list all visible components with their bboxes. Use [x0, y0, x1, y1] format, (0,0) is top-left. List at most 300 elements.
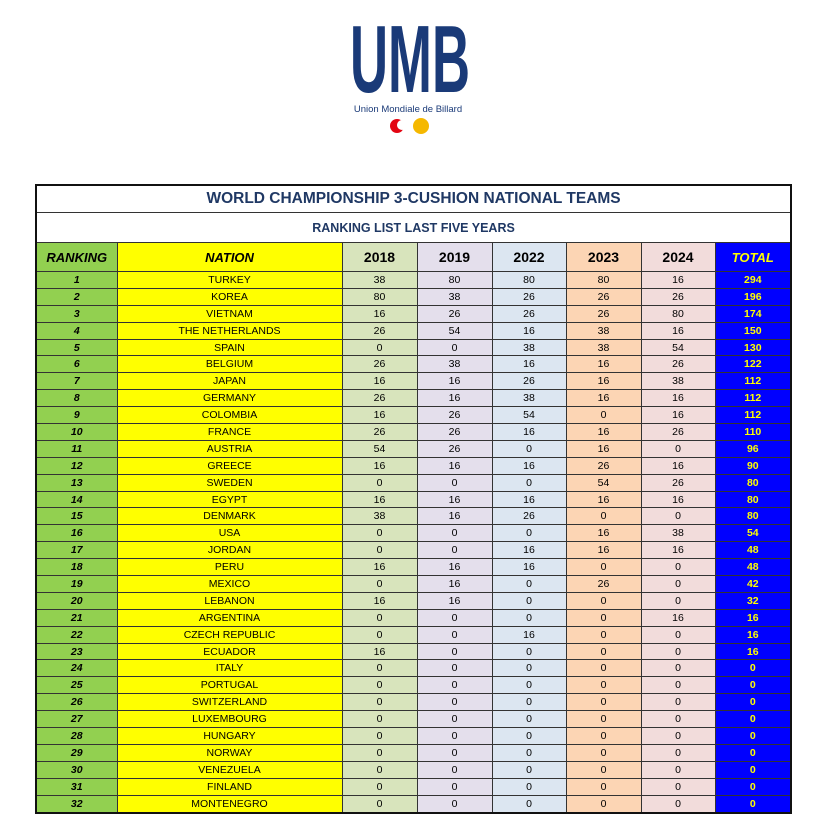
points-2024-cell: 26: [641, 288, 715, 305]
points-2019-cell: 0: [417, 711, 492, 728]
points-2019-cell: 0: [417, 626, 492, 643]
nation-cell: GERMANY: [117, 390, 342, 407]
points-2024-cell: 16: [641, 322, 715, 339]
points-2019-cell: 38: [417, 356, 492, 373]
points-2022-cell: 0: [492, 778, 566, 795]
points-2022-cell: 0: [492, 711, 566, 728]
points-2023-cell: 0: [566, 643, 641, 660]
points-2022-cell: 16: [492, 424, 566, 441]
points-2018-cell: 26: [342, 356, 417, 373]
points-2018-cell: 0: [342, 525, 417, 542]
points-2018-cell: 0: [342, 474, 417, 491]
points-2022-cell: 16: [492, 356, 566, 373]
total-cell: 174: [715, 305, 791, 322]
total-cell: 96: [715, 440, 791, 457]
points-2024-cell: 0: [641, 761, 715, 778]
points-2022-cell: 0: [492, 643, 566, 660]
table-row: [36, 609, 791, 626]
points-2023-cell: 26: [566, 305, 641, 322]
rank-cell: 23: [36, 643, 117, 660]
total-cell: 48: [715, 559, 791, 576]
points-2019-cell: 0: [417, 677, 492, 694]
points-2022-cell: 0: [492, 761, 566, 778]
nation-cell: SWEDEN: [117, 474, 342, 491]
nation-cell: BELGIUM: [117, 356, 342, 373]
total-cell: 90: [715, 457, 791, 474]
table-row: [36, 677, 791, 694]
points-2023-cell: 0: [566, 592, 641, 609]
points-2018-cell: 0: [342, 728, 417, 745]
header-2024: 2024: [641, 243, 715, 272]
rank-cell: 17: [36, 542, 117, 559]
points-2019-cell: 0: [417, 660, 492, 677]
points-2023-cell: 16: [566, 390, 641, 407]
points-2023-cell: 0: [566, 677, 641, 694]
total-cell: 0: [715, 761, 791, 778]
points-2023-cell: 16: [566, 356, 641, 373]
points-2018-cell: 0: [342, 542, 417, 559]
points-2018-cell: 26: [342, 390, 417, 407]
points-2023-cell: 54: [566, 474, 641, 491]
points-2024-cell: 0: [641, 677, 715, 694]
points-2019-cell: 0: [417, 694, 492, 711]
rank-cell: 11: [36, 440, 117, 457]
points-2023-cell: 0: [566, 761, 641, 778]
header-2018: 2018: [342, 243, 417, 272]
table-row: [36, 474, 791, 491]
total-cell: 42: [715, 576, 791, 593]
total-cell: 32: [715, 592, 791, 609]
points-2018-cell: 0: [342, 694, 417, 711]
rank-cell: 27: [36, 711, 117, 728]
points-2023-cell: 0: [566, 407, 641, 424]
table-row: [36, 305, 791, 322]
points-2024-cell: 0: [641, 694, 715, 711]
total-cell: 48: [715, 542, 791, 559]
points-2024-cell: 0: [641, 795, 715, 812]
points-2018-cell: 26: [342, 424, 417, 441]
rank-cell: 1: [36, 272, 117, 289]
points-2023-cell: 16: [566, 525, 641, 542]
points-2018-cell: 0: [342, 576, 417, 593]
total-cell: 130: [715, 339, 791, 356]
nation-cell: NORWAY: [117, 744, 342, 761]
rank-cell: 30: [36, 761, 117, 778]
points-2018-cell: 16: [342, 457, 417, 474]
points-2023-cell: 0: [566, 728, 641, 745]
nation-cell: LUXEMBOURG: [117, 711, 342, 728]
nation-cell: GREECE: [117, 457, 342, 474]
nation-cell: THE NETHERLANDS: [117, 322, 342, 339]
points-2023-cell: 16: [566, 424, 641, 441]
points-2024-cell: 0: [641, 660, 715, 677]
nation-cell: FINLAND: [117, 778, 342, 795]
nation-cell: LEBANON: [117, 592, 342, 609]
points-2018-cell: 0: [342, 795, 417, 812]
nation-cell: MONTENEGRO: [117, 795, 342, 812]
header-2019: 2019: [417, 243, 492, 272]
table-row: [36, 761, 791, 778]
nation-cell: COLOMBIA: [117, 407, 342, 424]
umb-logo-caption: Union Mondiale de Billard: [353, 104, 463, 115]
points-2024-cell: 80: [641, 305, 715, 322]
points-2018-cell: 54: [342, 440, 417, 457]
points-2023-cell: 0: [566, 694, 641, 711]
points-2024-cell: 16: [641, 272, 715, 289]
points-2022-cell: 0: [492, 609, 566, 626]
rank-cell: 5: [36, 339, 117, 356]
points-2022-cell: 38: [492, 339, 566, 356]
header-ranking: RANKING: [36, 243, 117, 272]
total-cell: 196: [715, 288, 791, 305]
points-2024-cell: 0: [641, 592, 715, 609]
points-2019-cell: 80: [417, 272, 492, 289]
points-2019-cell: 54: [417, 322, 492, 339]
points-2024-cell: 16: [641, 390, 715, 407]
points-2018-cell: 26: [342, 322, 417, 339]
points-2023-cell: 26: [566, 576, 641, 593]
nation-cell: HUNGARY: [117, 728, 342, 745]
total-cell: 0: [715, 728, 791, 745]
points-2019-cell: 0: [417, 525, 492, 542]
total-cell: 16: [715, 609, 791, 626]
rank-cell: 10: [36, 424, 117, 441]
points-2023-cell: 38: [566, 322, 641, 339]
points-2018-cell: 0: [342, 626, 417, 643]
points-2019-cell: 0: [417, 761, 492, 778]
points-2023-cell: 0: [566, 559, 641, 576]
rank-cell: 8: [36, 390, 117, 407]
nation-cell: MEXICO: [117, 576, 342, 593]
points-2022-cell: 0: [492, 660, 566, 677]
points-2018-cell: 0: [342, 677, 417, 694]
points-2019-cell: 16: [417, 559, 492, 576]
total-cell: 16: [715, 643, 791, 660]
points-2019-cell: 16: [417, 373, 492, 390]
points-2023-cell: 0: [566, 660, 641, 677]
points-2018-cell: 0: [342, 711, 417, 728]
nation-cell: AUSTRIA: [117, 440, 342, 457]
points-2018-cell: 16: [342, 373, 417, 390]
points-2022-cell: 0: [492, 744, 566, 761]
table-row: [36, 711, 791, 728]
points-2018-cell: 0: [342, 778, 417, 795]
points-2024-cell: 38: [641, 373, 715, 390]
nation-cell: PORTUGAL: [117, 677, 342, 694]
points-2022-cell: 38: [492, 390, 566, 407]
header-nation: NATION: [117, 243, 342, 272]
total-cell: 112: [715, 373, 791, 390]
table-row: [36, 491, 791, 508]
header-total: TOTAL: [715, 243, 791, 272]
points-2019-cell: 0: [417, 643, 492, 660]
nation-cell: KOREA: [117, 288, 342, 305]
points-2023-cell: 0: [566, 744, 641, 761]
points-2018-cell: 38: [342, 508, 417, 525]
table-row: [36, 272, 791, 289]
rank-cell: 19: [36, 576, 117, 593]
table-title: WORLD CHAMPIONSHIP 3-CUSHION NATIONAL TEAMS: [36, 185, 791, 213]
points-2023-cell: 16: [566, 440, 641, 457]
rank-cell: 28: [36, 728, 117, 745]
points-2024-cell: 0: [641, 576, 715, 593]
umb-logo-letters: UMB: [350, 6, 470, 113]
table-row: [36, 440, 791, 457]
table-row: [36, 542, 791, 559]
total-cell: 0: [715, 694, 791, 711]
total-cell: 0: [715, 711, 791, 728]
total-cell: 110: [715, 424, 791, 441]
nation-cell: JAPAN: [117, 373, 342, 390]
points-2018-cell: 38: [342, 272, 417, 289]
total-cell: 0: [715, 744, 791, 761]
points-2018-cell: 0: [342, 744, 417, 761]
rank-cell: 20: [36, 592, 117, 609]
total-cell: 112: [715, 407, 791, 424]
rank-cell: 26: [36, 694, 117, 711]
points-2019-cell: 0: [417, 744, 492, 761]
points-2019-cell: 0: [417, 542, 492, 559]
ranking-table: [35, 184, 792, 814]
points-2018-cell: 0: [342, 761, 417, 778]
points-2018-cell: 0: [342, 339, 417, 356]
points-2024-cell: 26: [641, 356, 715, 373]
points-2022-cell: 16: [492, 457, 566, 474]
points-2023-cell: 0: [566, 609, 641, 626]
total-cell: 150: [715, 322, 791, 339]
points-2019-cell: 0: [417, 728, 492, 745]
points-2023-cell: 16: [566, 491, 641, 508]
points-2024-cell: 0: [641, 711, 715, 728]
total-cell: 0: [715, 660, 791, 677]
points-2022-cell: 26: [492, 373, 566, 390]
rank-cell: 16: [36, 525, 117, 542]
rank-cell: 2: [36, 288, 117, 305]
table-row: [36, 626, 791, 643]
points-2024-cell: 26: [641, 474, 715, 491]
table-row: [36, 592, 791, 609]
total-cell: 80: [715, 474, 791, 491]
points-2024-cell: 0: [641, 559, 715, 576]
points-2023-cell: 16: [566, 542, 641, 559]
points-2022-cell: 16: [492, 542, 566, 559]
points-2022-cell: 26: [492, 508, 566, 525]
points-2019-cell: 26: [417, 305, 492, 322]
points-2024-cell: 26: [641, 424, 715, 441]
table-row: [36, 559, 791, 576]
nation-cell: VIETNAM: [117, 305, 342, 322]
points-2018-cell: 80: [342, 288, 417, 305]
rank-cell: 18: [36, 559, 117, 576]
rank-cell: 15: [36, 508, 117, 525]
points-2023-cell: 38: [566, 339, 641, 356]
points-2024-cell: 38: [641, 525, 715, 542]
total-cell: 112: [715, 390, 791, 407]
points-2019-cell: 16: [417, 592, 492, 609]
table-row: [36, 576, 791, 593]
points-2022-cell: 54: [492, 407, 566, 424]
table-row: [36, 525, 791, 542]
table-row: [36, 407, 791, 424]
table-row: [36, 288, 791, 305]
points-2018-cell: 16: [342, 305, 417, 322]
total-cell: 16: [715, 626, 791, 643]
header-2023: 2023: [566, 243, 641, 272]
table-subtitle: RANKING LIST LAST FIVE YEARS: [36, 213, 791, 243]
rank-cell: 4: [36, 322, 117, 339]
rank-cell: 6: [36, 356, 117, 373]
table-row: [36, 339, 791, 356]
rank-cell: 12: [36, 457, 117, 474]
points-2022-cell: 0: [492, 592, 566, 609]
points-2019-cell: 16: [417, 457, 492, 474]
nation-cell: ECUADOR: [117, 643, 342, 660]
nation-cell: JORDAN: [117, 542, 342, 559]
rank-cell: 13: [36, 474, 117, 491]
points-2024-cell: 0: [641, 626, 715, 643]
rank-cell: 3: [36, 305, 117, 322]
points-2024-cell: 0: [641, 728, 715, 745]
points-2024-cell: 16: [641, 542, 715, 559]
points-2024-cell: 16: [641, 407, 715, 424]
points-2024-cell: 16: [641, 491, 715, 508]
points-2023-cell: 0: [566, 508, 641, 525]
nation-cell: CZECH REPUBLIC: [117, 626, 342, 643]
table-row: [36, 728, 791, 745]
points-2019-cell: 16: [417, 508, 492, 525]
nation-cell: DENMARK: [117, 508, 342, 525]
points-2018-cell: 16: [342, 407, 417, 424]
points-2022-cell: 0: [492, 694, 566, 711]
points-2019-cell: 26: [417, 424, 492, 441]
points-2018-cell: 0: [342, 660, 417, 677]
nation-cell: EGYPT: [117, 491, 342, 508]
points-2023-cell: 16: [566, 373, 641, 390]
total-cell: 80: [715, 491, 791, 508]
points-2022-cell: 0: [492, 525, 566, 542]
table-row: [36, 508, 791, 525]
points-2019-cell: 0: [417, 339, 492, 356]
nation-cell: ARGENTINA: [117, 609, 342, 626]
points-2022-cell: 0: [492, 440, 566, 457]
points-2019-cell: 0: [417, 795, 492, 812]
points-2024-cell: 0: [641, 744, 715, 761]
points-2022-cell: 0: [492, 677, 566, 694]
total-cell: 0: [715, 677, 791, 694]
points-2022-cell: 16: [492, 626, 566, 643]
points-2018-cell: 16: [342, 491, 417, 508]
table-row: [36, 373, 791, 390]
points-2022-cell: 16: [492, 491, 566, 508]
nation-cell: VENEZUELA: [117, 761, 342, 778]
points-2019-cell: 0: [417, 778, 492, 795]
table-row: [36, 390, 791, 407]
table-row: [36, 744, 791, 761]
points-2022-cell: 26: [492, 305, 566, 322]
points-2023-cell: 0: [566, 626, 641, 643]
rank-cell: 22: [36, 626, 117, 643]
points-2019-cell: 26: [417, 407, 492, 424]
points-2022-cell: 80: [492, 272, 566, 289]
points-2024-cell: 0: [641, 643, 715, 660]
points-2022-cell: 0: [492, 474, 566, 491]
rank-cell: 29: [36, 744, 117, 761]
nation-cell: TURKEY: [117, 272, 342, 289]
points-2023-cell: 0: [566, 795, 641, 812]
total-cell: 80: [715, 508, 791, 525]
total-cell: 294: [715, 272, 791, 289]
rank-cell: 25: [36, 677, 117, 694]
table-row: [36, 660, 791, 677]
points-2019-cell: 26: [417, 440, 492, 457]
points-2024-cell: 16: [641, 609, 715, 626]
rank-cell: 7: [36, 373, 117, 390]
points-2019-cell: 0: [417, 609, 492, 626]
rank-cell: 21: [36, 609, 117, 626]
points-2022-cell: 0: [492, 795, 566, 812]
nation-cell: USA: [117, 525, 342, 542]
total-cell: 122: [715, 356, 791, 373]
points-2022-cell: 0: [492, 728, 566, 745]
rank-cell: 9: [36, 407, 117, 424]
logo-balls-icon: [386, 116, 436, 136]
points-2019-cell: 16: [417, 576, 492, 593]
points-2022-cell: 16: [492, 322, 566, 339]
table-row: [36, 795, 791, 812]
total-cell: 54: [715, 525, 791, 542]
points-2023-cell: 0: [566, 778, 641, 795]
nation-cell: PERU: [117, 559, 342, 576]
points-2019-cell: 16: [417, 390, 492, 407]
points-2024-cell: 0: [641, 440, 715, 457]
nation-cell: SPAIN: [117, 339, 342, 356]
points-2019-cell: 0: [417, 474, 492, 491]
points-2024-cell: 0: [641, 778, 715, 795]
points-2019-cell: 38: [417, 288, 492, 305]
table-row: [36, 424, 791, 441]
points-2018-cell: 0: [342, 609, 417, 626]
points-2024-cell: 54: [641, 339, 715, 356]
points-2023-cell: 26: [566, 288, 641, 305]
rank-cell: 31: [36, 778, 117, 795]
rank-cell: 32: [36, 795, 117, 812]
points-2018-cell: 16: [342, 559, 417, 576]
table-row: [36, 356, 791, 373]
points-2023-cell: 26: [566, 457, 641, 474]
total-cell: 0: [715, 778, 791, 795]
points-2024-cell: 0: [641, 508, 715, 525]
points-2022-cell: 26: [492, 288, 566, 305]
points-2022-cell: 16: [492, 559, 566, 576]
table-row: [36, 322, 791, 339]
rank-cell: 14: [36, 491, 117, 508]
nation-cell: FRANCE: [117, 424, 342, 441]
table-row: [36, 694, 791, 711]
points-2024-cell: 16: [641, 457, 715, 474]
nation-cell: SWITZERLAND: [117, 694, 342, 711]
total-cell: 0: [715, 795, 791, 812]
table-row: [36, 457, 791, 474]
nation-cell: ITALY: [117, 660, 342, 677]
points-2019-cell: 16: [417, 491, 492, 508]
rank-cell: 24: [36, 660, 117, 677]
table-row: [36, 778, 791, 795]
points-2023-cell: 0: [566, 711, 641, 728]
table-row: [36, 643, 791, 660]
header-2022: 2022: [492, 243, 566, 272]
points-2018-cell: 16: [342, 592, 417, 609]
points-2023-cell: 80: [566, 272, 641, 289]
